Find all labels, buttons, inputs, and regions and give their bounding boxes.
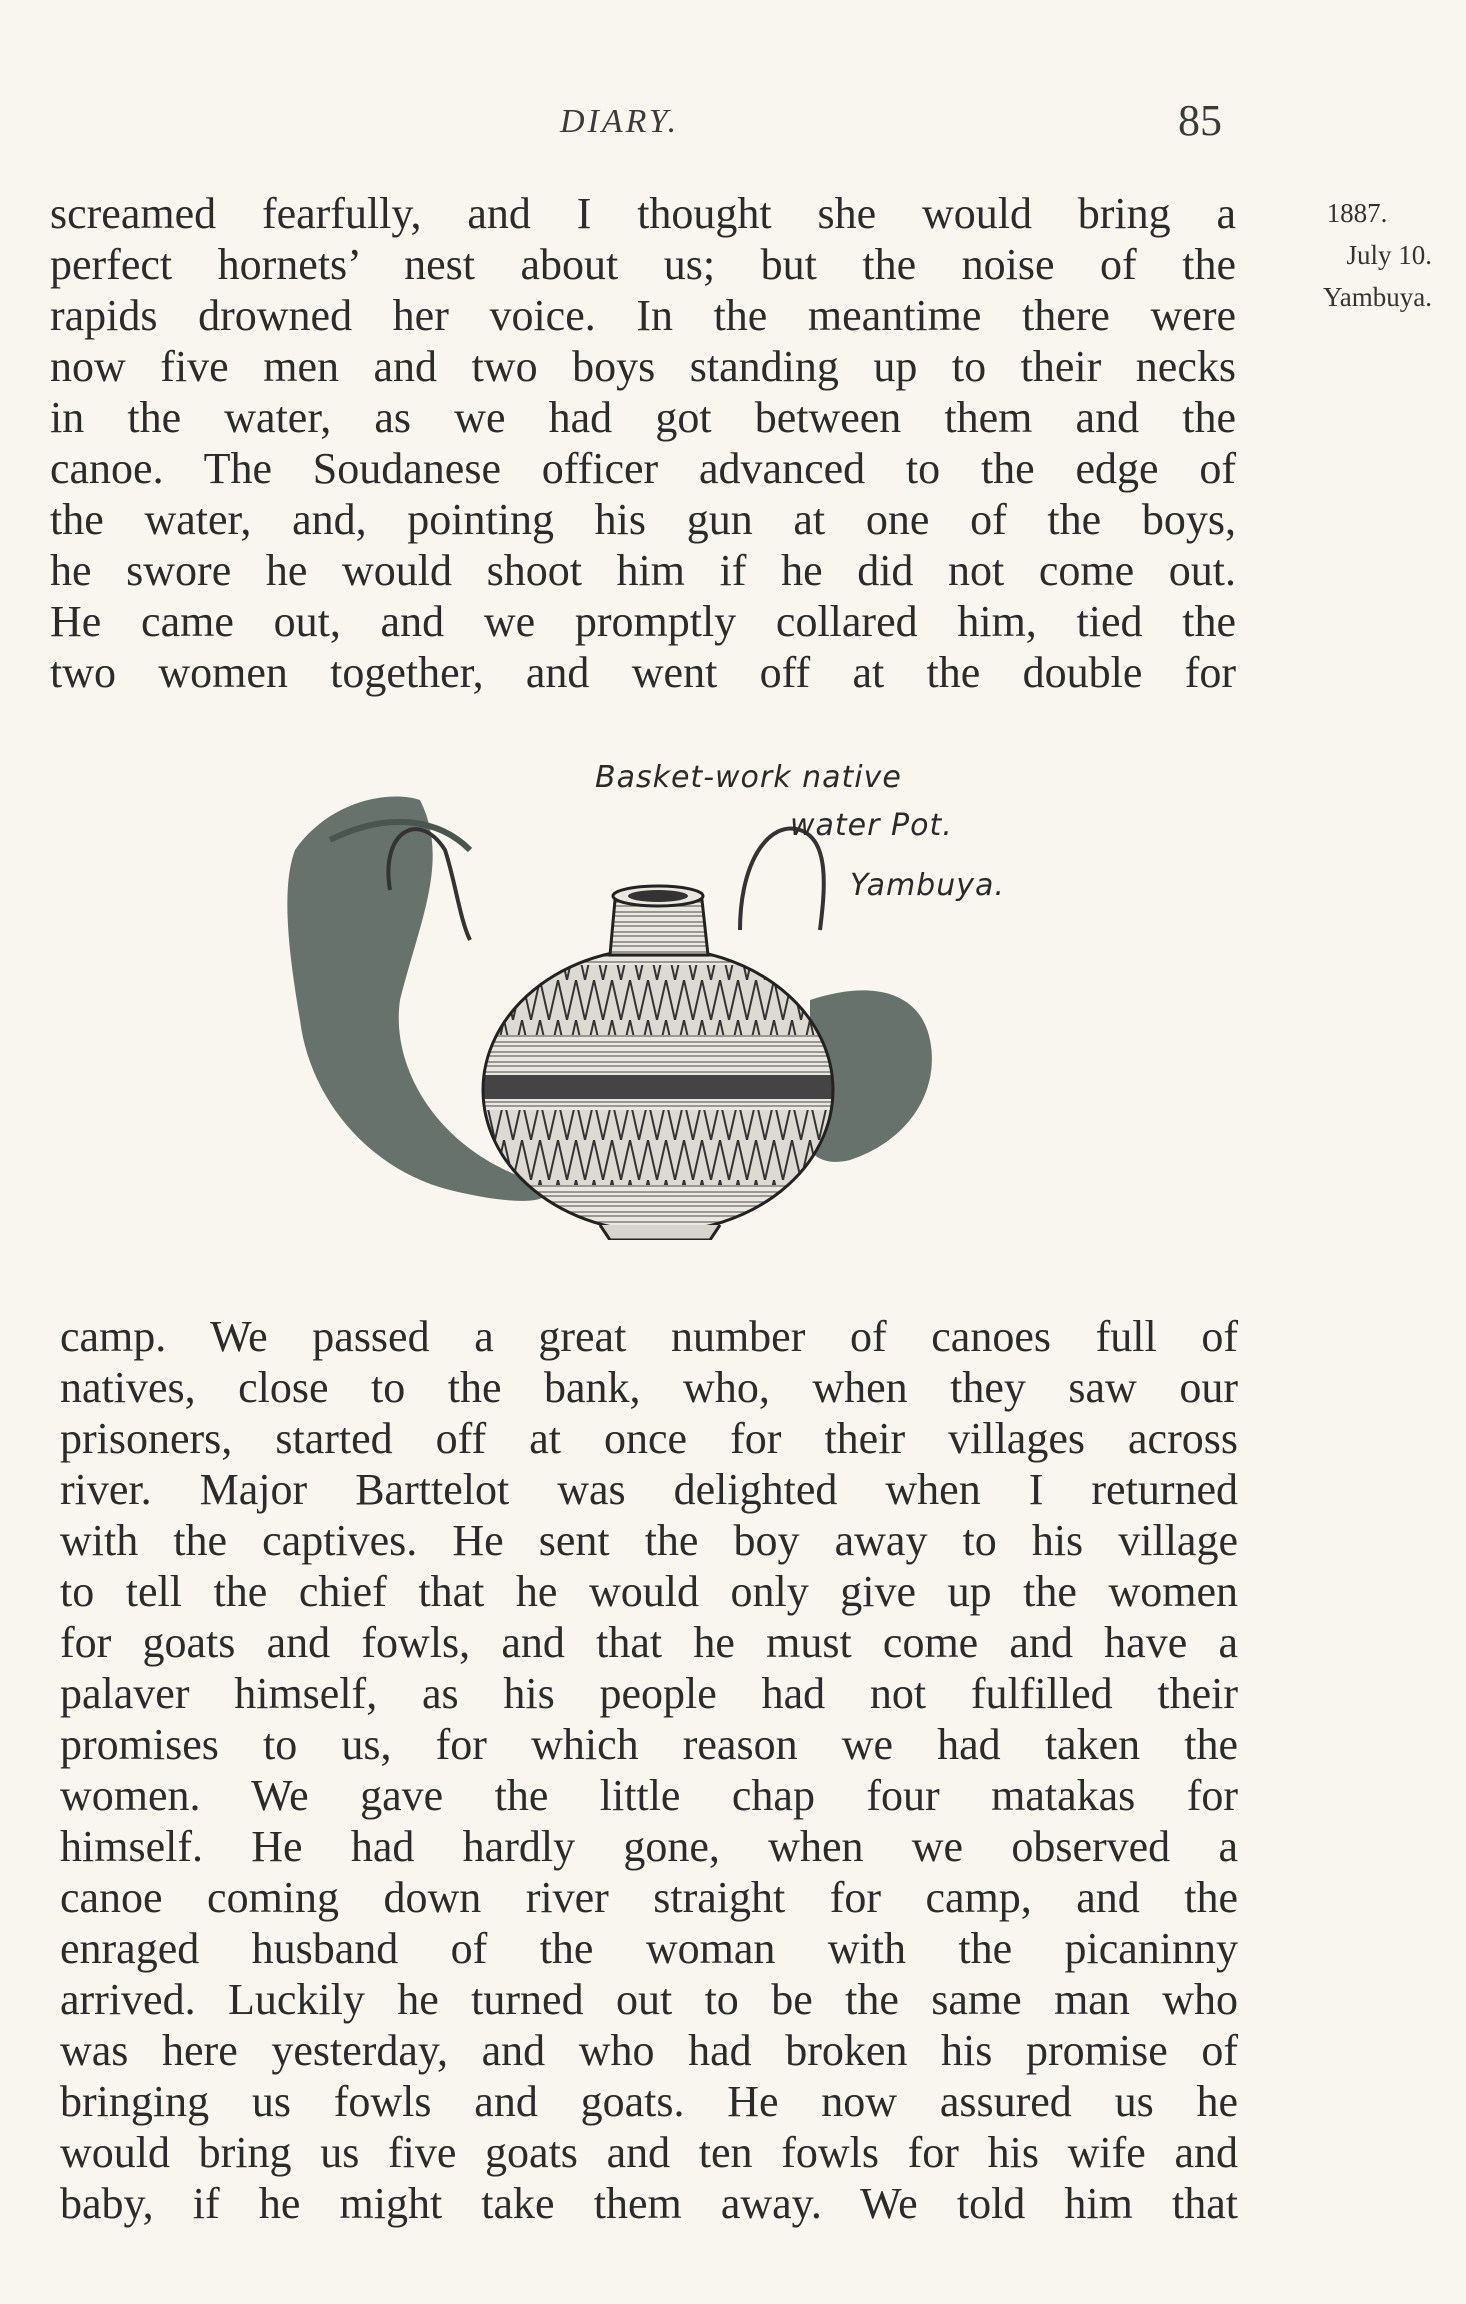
- text-line: promises to us, for which reason we had taken the: [60, 1720, 1238, 1769]
- text-line: himself. He had hardly gone, when we observed a: [60, 1822, 1238, 1871]
- text-line: the water, and, pointing his gun at one of the boys,: [50, 495, 1236, 544]
- margin-note-place: Yambuya.: [1322, 282, 1432, 312]
- text-line: natives, close to the bank, who, when they saw our: [60, 1363, 1238, 1412]
- text-line: canoe. The Soudanese officer advanced to the edge of: [50, 444, 1236, 493]
- text-line: with the captives. He sent the boy away to his village: [60, 1516, 1238, 1565]
- text-line: screamed fearfully, and I thought she would bring a: [50, 189, 1236, 238]
- margin-note-year: 1887.: [1326, 198, 1388, 228]
- text-line: prisoners, started off at once for their villages across: [60, 1414, 1238, 1463]
- text-line: women. We gave the little chap four matakas for: [60, 1771, 1238, 1820]
- text-line: would bring us five goats and ten fowls for his wife and: [60, 2128, 1238, 2177]
- text-line: bringing us fowls and goats. He now assured us he: [60, 2077, 1238, 2126]
- text-line: in the water, as we had got between them and the: [50, 393, 1236, 442]
- water-pot-drawing: [270, 740, 1090, 1240]
- text-line: to tell the chief that he would only give up the women: [60, 1567, 1238, 1616]
- text-line: two women together, and went off at the double for: [50, 648, 1236, 697]
- pot-handle-right: [740, 828, 824, 930]
- running-head-title: DIARY.: [560, 103, 680, 140]
- text-line: palaver himself, as his people had not fulfilled their: [60, 1669, 1238, 1718]
- margin-note-date: July 10.: [1346, 240, 1432, 270]
- figure-caption-line-3: Yambuya.: [850, 868, 1005, 903]
- text-line: rapids drowned her voice. In the meantime there were: [50, 291, 1236, 340]
- text-line: now five men and two boys standing up to their necks: [50, 342, 1236, 391]
- text-line: camp. We passed a great number of canoes full of: [60, 1312, 1238, 1361]
- margin-notes: [1262, 192, 1432, 318]
- text-line: river. Major Barttelot was delighted when I returned: [60, 1465, 1238, 1514]
- figure-caption-line-1: Basket-work native: [595, 760, 902, 795]
- text-line: canoe coming down river straight for camp, and the: [60, 1873, 1238, 1922]
- text-line: baby, if he might take them away. We told him that: [60, 2179, 1238, 2228]
- text-line: enraged husband of the woman with the picaninny: [60, 1924, 1238, 1973]
- text-line: he swore he would shoot him if he did not come out.: [50, 546, 1236, 595]
- text-line: for goats and fowls, and that he must come and have a: [60, 1618, 1238, 1667]
- text-line: He came out, and we promptly collared him, tied the: [50, 597, 1236, 646]
- paragraph-bottom: [60, 1311, 1238, 2229]
- page-number: 85: [1178, 96, 1222, 145]
- text-line: was here yesterday, and who had broken his promise of: [60, 2026, 1238, 2075]
- text-line: arrived. Luckily he turned out to be the same man who: [60, 1975, 1238, 2024]
- text-line: perfect hornets’ nest about us; but the noise of the: [50, 240, 1236, 289]
- figure-caption-line-2: water Pot.: [790, 808, 953, 843]
- paragraph-top: [50, 188, 1236, 698]
- illustration-water-pot: [270, 740, 1090, 1240]
- running-head: [0, 95, 1466, 145]
